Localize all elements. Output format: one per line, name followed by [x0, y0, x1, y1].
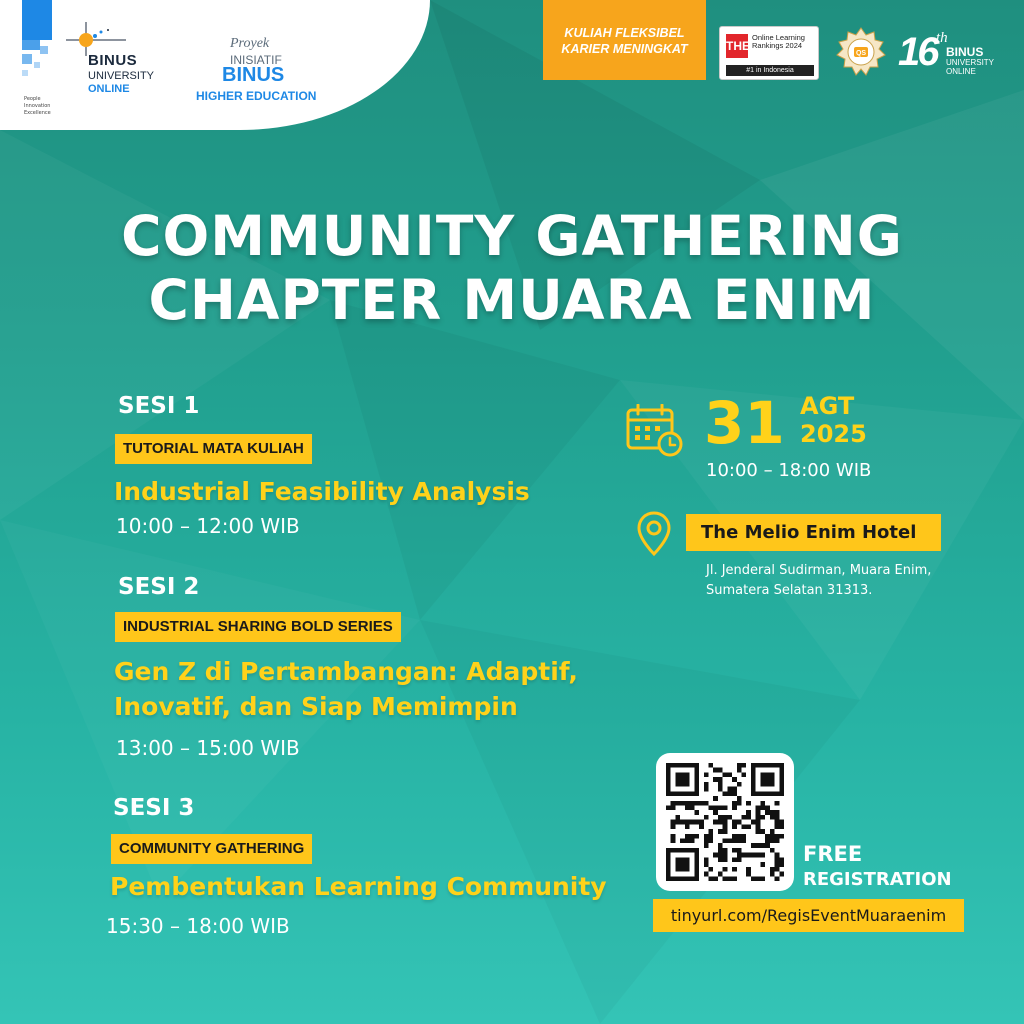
event-title-line-1: COMMUNITY GATHERING — [121, 204, 903, 268]
higher-education-text: HIGHER EDUCATION — [196, 89, 317, 103]
venue-address-line-1: Jl. Jenderal Sudirman, Muara Enim, — [706, 563, 932, 578]
event-date-day: 31 — [704, 389, 785, 457]
session-1-tag: TUTORIAL MATA KULIAH — [115, 434, 312, 464]
the-ranking-text: Online Learning Rankings 2024 — [752, 33, 805, 50]
the-rank-label: #1 in Indonesia — [726, 65, 814, 76]
event-title-line-2: CHAPTER MUARA ENIM — [148, 268, 876, 332]
anniversary-online: ONLINE — [946, 67, 976, 76]
qs-stars-badge-icon — [836, 27, 886, 77]
session-3-time: 15:30 – 18:00 WIB — [106, 914, 290, 938]
map-pin-icon — [636, 511, 672, 557]
anniversary-number: 16 — [898, 30, 937, 74]
session-1-label: SESI 1 — [118, 393, 200, 419]
binus-wordmark: BINUS — [88, 52, 138, 69]
event-date-year: 2025 — [800, 420, 867, 448]
free-label: FREE — [803, 842, 863, 866]
session-1-title: Industrial Feasibility Analysis — [114, 477, 530, 506]
tagline-innovation: Innovation — [24, 103, 51, 109]
calendar-clock-icon — [626, 404, 684, 458]
the-logo: THE — [726, 34, 748, 58]
proyek-text: Proyek — [230, 36, 270, 51]
session-2-title-line-2: Inovatif, dan Siap Memimpin — [114, 692, 518, 721]
session-2-tag: INDUSTRIAL SHARING BOLD SERIES — [115, 612, 401, 642]
session-2-label: SESI 2 — [118, 574, 200, 600]
session-3-label: SESI 3 — [113, 795, 195, 821]
16th-anniversary-logo — [898, 30, 1008, 78]
venue-address-line-2: Sumatera Selatan 31313. — [706, 583, 873, 598]
anniversary-binus: BINUS — [946, 45, 984, 59]
session-2-title-line-1: Gen Z di Pertambangan: Adaptif, — [114, 657, 578, 686]
qs-label: QS — [855, 50, 867, 57]
pixel-decoration — [22, 0, 52, 92]
tagline-excellence: Excellence — [24, 110, 51, 116]
kuliah-line-1: KULIAH FLEKSIBEL — [564, 26, 685, 40]
tagline-people: People — [24, 96, 41, 102]
session-2-time: 13:00 – 15:00 WIB — [116, 736, 300, 760]
the-ranking-badge — [719, 26, 819, 80]
kuliah-line-2: KARIER MENINGKAT — [561, 42, 688, 56]
registration-qr-code[interactable] — [656, 753, 794, 891]
registration-label: REGISTRATION — [803, 869, 952, 890]
binus-logo-icon — [66, 22, 126, 56]
session-3-title: Pembentukan Learning Community — [110, 872, 607, 901]
registration-link[interactable]: tinyurl.com/RegisEventMuaraenim — [653, 899, 964, 932]
proyek-binus-text: BINUS — [222, 64, 285, 86]
venue-name: The Melio Enim Hotel — [686, 514, 941, 551]
inisiatif-text: INISIATIF — [230, 53, 282, 67]
event-date-month: AGT — [800, 392, 855, 420]
binus-university-text: UNIVERSITY — [88, 70, 155, 82]
event-time-range: 10:00 – 18:00 WIB — [706, 460, 872, 481]
qr-code — [666, 763, 784, 881]
anniversary-university: UNIVERSITY — [946, 58, 995, 67]
kuliah-fleksibel-badge — [543, 0, 706, 80]
session-1-time: 10:00 – 12:00 WIB — [116, 514, 300, 538]
binus-online-text: ONLINE — [88, 83, 130, 95]
binus-university-online-logo — [66, 22, 176, 102]
anniversary-suffix: th — [936, 30, 948, 46]
proyek-inisiatif-logo — [192, 36, 328, 106]
session-3-tag: COMMUNITY GATHERING — [111, 834, 312, 864]
